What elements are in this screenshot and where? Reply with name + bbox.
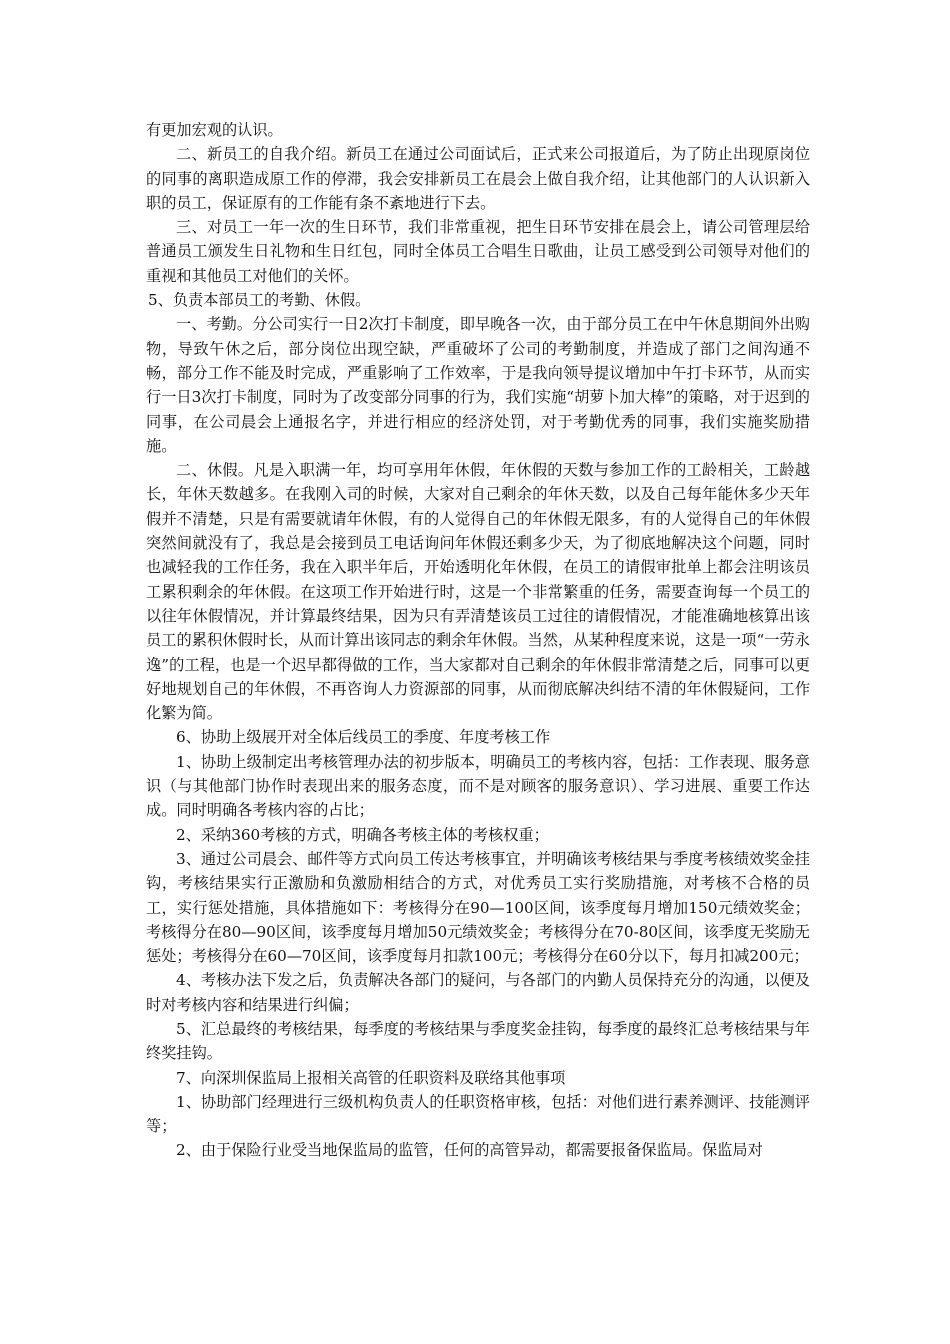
heading-attendance-leave: 5、负责本部员工的考勤、休假。 [148, 291, 371, 310]
list-item-assessment-1: 1、协助上级制定出考核管理办法的初步版本，明确员工的考核内容，包括：工作表现、服务意识（与其他部门协作时表现出来的服务态度，而不是对顾客的服务意识）、学习进展、重要工作达成。同时明确各考核内容的占比； [146, 752, 810, 820]
list-item-assessment-4: 4、考核办法下发之后，负责解决各部门的疑问，与各部门的内勤人员保持充分的沟通，以便及时对考核内容和结果进行纠偏； [146, 971, 810, 1014]
document-page [146, 118, 810, 1163]
paragraph-birthday: 三、对员工一年一次的生日环节，我们非常重视，把生日环节安排在晨会上，请公司管理层给普通员工颁发生日礼物和生日红包，同时全体员工合唱生日歌曲，让员工感受到公司领导对他们的重视和其他员工对他们的关怀。 [146, 218, 810, 285]
list-item-assessment-5: 5、汇总最终的考核结果，每季度的考核结果与季度奖金挂钩，每季度的最终汇总考核结果与年终奖挂钩。 [146, 1019, 810, 1063]
heading-assessment: 6、协助上级展开对全体后线员工的季度、年度考核工作 [176, 728, 551, 747]
list-item-assessment-3: 3、通过公司晨会、邮件等方式向员工传达考核事宜，并明确该考核结果与季度考核绩效奖金挂钩，考核结果实行正激励和负激励相结合的方式，对优秀员工实行奖励措施，对考核不合格的员工，实行惩处措施，具体措施如下：考核得分在90—100区间，该季度每月增加150元绩效奖金；考核得分在80—90区间，该季度每月增加50元绩效奖金；考核得分在70-80区间，该季度无奖励无惩处；考核得分在60—70区间，该季度每月扣款100元；考核得分在60分以下，每月扣减200元； [146, 849, 810, 966]
paragraph-new-employee-intro: 二、新员工的自我介绍。新员工在通过公司面试后，正式来公司报道后，为了防止出现原岗位的同事的离职造成原工作的停滞，我会安排新员工在晨会上做自我介绍，让其他部门的人认识新入职的员工，保证原有的工作能有条不紊地进行下去。 [146, 145, 810, 212]
paragraph-attendance: 一、考勤。分公司实行一日2次打卡制度，即早晚各一次，由于部分员工在中午休息期间外出购物，导致午休之后，部分岗位出现空缺，严重破坏了公司的考勤制度，并造成了部门之间沟通不畅，部分工作不能及时完成，严重影响了工作效率，于是我向领导提议增加中午打卡环节，从而实行一日3次打卡制度，同时为了改变部分同事的行为，我们实施“胡萝卜加大棒”的策略，对于迟到的同事，在公司晨会上通报名字，并进行相应的经济处罚，对于考勤优秀的同事，我们实施奖励措施。 [146, 315, 810, 455]
paragraph-continuation: 有更加宏观的认识。 [146, 121, 283, 139]
list-item-regulator-1: 1、协助部门经理进行三级机构负责人的任职资格审核，包括：对他们进行素养测评、技能测评等； [146, 1092, 810, 1136]
list-item-regulator-2: 2、由于保险行业受当地保监局的监管，任何的高管异动，都需要报备保监局。保监局对 [176, 1141, 763, 1160]
list-item-assessment-2: 2、采纳360考核的方式，明确各考核主体的考核权重； [176, 825, 549, 844]
paragraph-leave: 二、休假。凡是入职满一年，均可享用年休假，年休假的天数与参加工作的工龄相关，工龄越长，年休天数越多。在我刚入司的时候，大家对自己剩余的年休天数，以及自己每年能休多少天年假并不清楚，只是有需要就请年休假，有的人觉得自己的年休假无限多，有的人觉得自己的年休假突然间就没有了，我总是会接到员工电话询问年休假还剩多少天，为了彻底地解决这个问题，同时也减轻我的工作任务，我在入职半年后，开始透明化年休假，在员工的请假审批单上都会注明该员工累积剩余的年休假。在这项工作开始进行时，这是一个非常繁重的任务，需要查询每一个员工的以往年休假情况，并计算最终结果，因为只有弄清楚该员工过往的请假情况，才能准确地核算出该员工的累积休假时长，从而计算出该同志的剩余年休假。当然，从某种程度来说，这是一项“一劳永逸”的工程，也是一个迟早都得做的工作，当大家都对自己剩余的年休假非常清楚之后，同事可以更好地规划自己的年休假，不再咨询人力资源部的同事，从而彻底解决纠结不清的年休假疑问，工作化繁为简。 [146, 461, 810, 723]
heading-regulator-reporting: 7、向深圳保监局上报相关高管的任职资料及联络其他事项 [176, 1068, 566, 1087]
